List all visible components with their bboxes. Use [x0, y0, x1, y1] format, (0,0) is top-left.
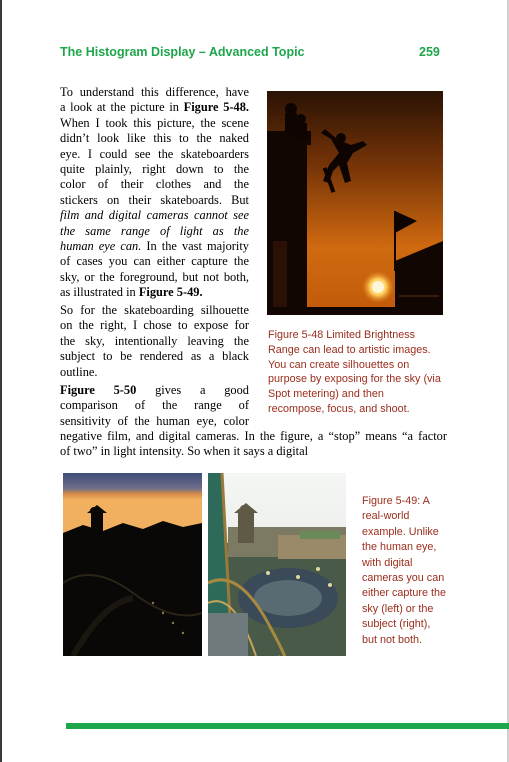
figure-5-48-skateboard-silhouette-photo [267, 91, 443, 315]
caption-line: example. Unlike [362, 525, 439, 538]
text-line: eye. I could see the skateboarders [60, 146, 249, 161]
text-line: When I took this picture, the scene [60, 115, 249, 130]
caption-line: but not both. [362, 633, 423, 646]
caption-line: recompose, focus, and shoot. [268, 402, 410, 415]
text-line: negative film, and digital cameras. In the figure, a “stop” means “a factor [60, 429, 447, 443]
caption-line: You can create silhouettes on [268, 358, 410, 371]
text-line: outline. [60, 364, 98, 379]
paragraph-comparison [60, 383, 249, 429]
caption-line: subject (right), [362, 618, 431, 631]
caption-line: Spot metering) and then [268, 388, 384, 401]
text-line: of cases you can either capture the [60, 254, 249, 269]
text-line: the sky, intentionally leaving the [60, 333, 249, 348]
caption-line: cameras you can [362, 572, 445, 585]
caption-line: the human eye, [362, 541, 437, 554]
paragraph-intro [60, 85, 249, 301]
text-line: stickers on their skateboards. But [60, 192, 249, 207]
figure-5-49-right-photo [208, 473, 346, 656]
text-line: Figure 5-50 gives a good [60, 383, 249, 397]
figure-5-49-left-photo [63, 473, 202, 656]
text-line: film and digital cameras cannot see [60, 208, 249, 223]
footer-rule [66, 723, 509, 729]
caption-line: either capture the [362, 587, 447, 600]
text-line: a look at the picture in Figure 5-48. [60, 100, 250, 115]
text-line: didn’t look like this to the naked [60, 131, 249, 146]
text-line: of two” in light intensity. So when it says a digital [60, 444, 309, 459]
text-line: color of their clothes and the [60, 177, 249, 192]
caption-line: sky (left) or the [362, 602, 434, 615]
caption-line: Figure 5-48 Limited Brightness [268, 329, 416, 341]
text-line: comparison of the range of [60, 398, 249, 413]
page-left-edge [0, 0, 2, 762]
paragraph-silhouette [60, 303, 249, 380]
text-line: To understand this difference, have [60, 85, 249, 99]
running-header-title: The Histogram Display – Advanced Topic [60, 45, 305, 59]
text-line: the same range of light as the [60, 223, 249, 238]
text-line: sky, or the foreground, but not both, [60, 269, 249, 284]
caption-line: Figure 5-49: A [362, 495, 430, 507]
figure-reference: Figure 5-50 [60, 383, 137, 397]
text-line: on the right, I chose to expose for [60, 318, 249, 333]
caption-line: real-world [362, 510, 410, 523]
page-number: 259 [419, 45, 440, 59]
caption-line: with digital [362, 556, 413, 569]
text-line: subject to be rendered as a black [60, 349, 249, 364]
figure-5-48-caption [268, 328, 446, 417]
text-line: as illustrated in Figure 5-49. [60, 285, 203, 300]
text-line: quite plainly, right down to the [60, 162, 249, 177]
figure-reference: Figure 5-49. [138, 285, 203, 300]
text-line: human eye can. In the vast majority [60, 239, 249, 254]
figure-5-49-caption [362, 494, 462, 648]
figure-reference: Figure 5-48. [183, 100, 250, 115]
caption-line: Range can lead to artistic images. [268, 343, 431, 356]
text-line: sensitivity of the human eye, color [60, 413, 249, 428]
paragraph-comparison-cont [60, 429, 447, 460]
caption-line: purpose by exposing for the sky (via [268, 373, 441, 386]
text-line: So for the skateboarding silhouette [60, 303, 249, 317]
